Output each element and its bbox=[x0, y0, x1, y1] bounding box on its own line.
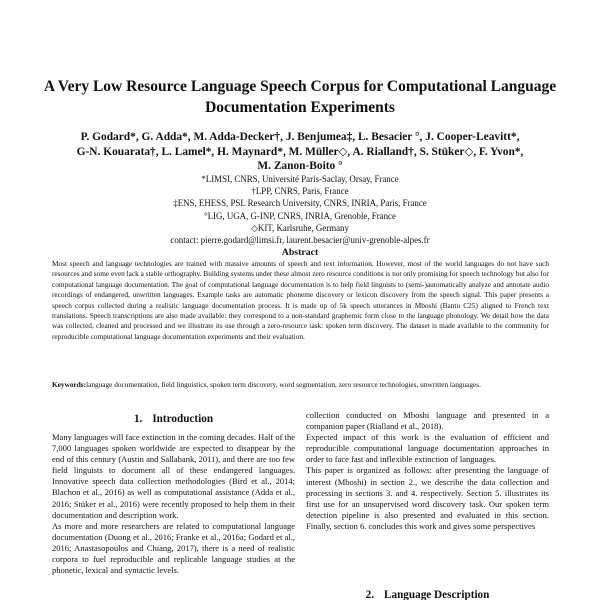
paragraph: As more and more researchers are related to computational language documentation (Duong et al., 2016; Franke et al., 2016a; Godard et al., 2016; Anastasopoulos and Chiang, 2017), there is a need of realistic corpora to fuel reproducible and replicable language studies at the phonetic, lexical and syntactic levels. bbox=[52, 520, 295, 576]
author-line: P. Godard*, G. Adda*, M. Adda-Decker†, J. Benjumea‡, L. Besacier °, J. Cooper-Leavitt*, bbox=[80, 131, 520, 143]
author-list bbox=[40, 130, 560, 174]
paragraph: This paper is organized as follows: after presenting the language of interest (Mboshi) in section 2., we describe the data collection and processing in sections 3. and 4. respectively. Section 5. illustrates its first use for an unsupervised word discovery task. Our spoken term detection pipeline is also presented and evaluated in this section. Finally, section 6. concludes this work and gives some perspectives bbox=[306, 465, 549, 531]
keywords-label: Keywords: bbox=[52, 380, 87, 389]
section-number: 2. bbox=[365, 589, 375, 600]
paragraph: Expected impact of this work is the evaluation of efficient and reproducible computational language documentation approaches in order to face fast and inflexible extinction of languages. bbox=[306, 432, 549, 465]
affiliation-line: ‡ENS, EHESS, PSL Research University, CNRS, INRIA, Paris, France bbox=[173, 198, 427, 209]
keywords bbox=[52, 380, 549, 390]
affiliation-line: °LIG, UGA, G-INP, CNRS, INRIA, Grenoble, France bbox=[204, 210, 396, 221]
paper-title: A Very Low Resource Language Speech Corpus for Computational Language Documentation Experiments bbox=[43, 78, 557, 116]
paragraph: Many languages will face extinction in the coming decades. Half of the 7,000 languages spoken worldwide are expected to disappear by the end of this century (Austin and Sallabank, 2011), and there are too few field linguists to document all of these endangered languages. Innovative speech data collection methodologies (Bird et al., 2014; Blachon et al., 2016) as well as computational assistance (Adda et al., 2016; Stüker et al., 2016) were recently proposed to help them in their documentation and description work. bbox=[52, 432, 295, 520]
keywords-text: language documentation, field linguistics, spoken term discovery, word segmentation, zero resource technologies, unwritten languages. bbox=[86, 380, 481, 389]
affiliation-list bbox=[60, 173, 540, 246]
author-line: M. Zanon-Boito ° bbox=[257, 160, 343, 172]
paragraph: collection conducted on Mboshi language and presented in a companion paper (Rialland et al., 2018). bbox=[306, 410, 549, 432]
left-column bbox=[52, 412, 295, 576]
right-column bbox=[306, 410, 549, 532]
author-line: G-N. Kouarata†, L. Lamel*, H. Maynard*, M. Müller◇, A. Rialland†, S. Stüker◇, F. Yvon*, bbox=[76, 145, 524, 158]
section-heading-introduction bbox=[52, 412, 295, 426]
section-heading-language-description bbox=[306, 588, 549, 600]
affiliation-line: ◇KIT, Karlsruhe, Germany bbox=[251, 222, 349, 233]
affiliation-line: *LIMSI, CNRS, Université Paris-Saclay, Orsay, France bbox=[201, 174, 399, 184]
section-title: Introduction bbox=[152, 413, 214, 425]
contact-line: contact: pierre.godard@limsi.fr, laurent.besacier@univ-grenoble-alpes.fr bbox=[170, 235, 430, 246]
section-number: 1. bbox=[133, 413, 143, 425]
section-title: Language Description bbox=[384, 589, 490, 600]
abstract-heading: Abstract bbox=[281, 247, 319, 258]
affiliation-line: †LPP, CNRS, Paris, France bbox=[251, 186, 349, 197]
abstract-text: Most speech and language technologies are trained with massive amounts of speech and text information. However, most of the world languages do not have such resources and some even lack a stable orthography. Building systems under these almost zero resource conditions is not only promising for speech technology but also for computational language documentation. The goal of computational language documentation is to help field linguists to (semi-)automatically analyze and annotate audio recordings of endangered, unwritten languages. Example tasks are automatic phoneme discovery or lexicon discovery from the speech signal. This paper presents a speech corpus collected during a realistic language documentation process. It is made up of 5k speech utterances in Mboshi (Bantu C25) aligned to French text translations. Speech transcriptions are also made available: they correspond to a non-standard graphemic form close to the language phonology. We detail how the data was collected, cleaned and processed and we illustrate its use through a zero-resource task: spoken term discovery. The dataset is made available to the community for reproducible computational language documentation experiments and their evaluation. bbox=[52, 259, 549, 341]
